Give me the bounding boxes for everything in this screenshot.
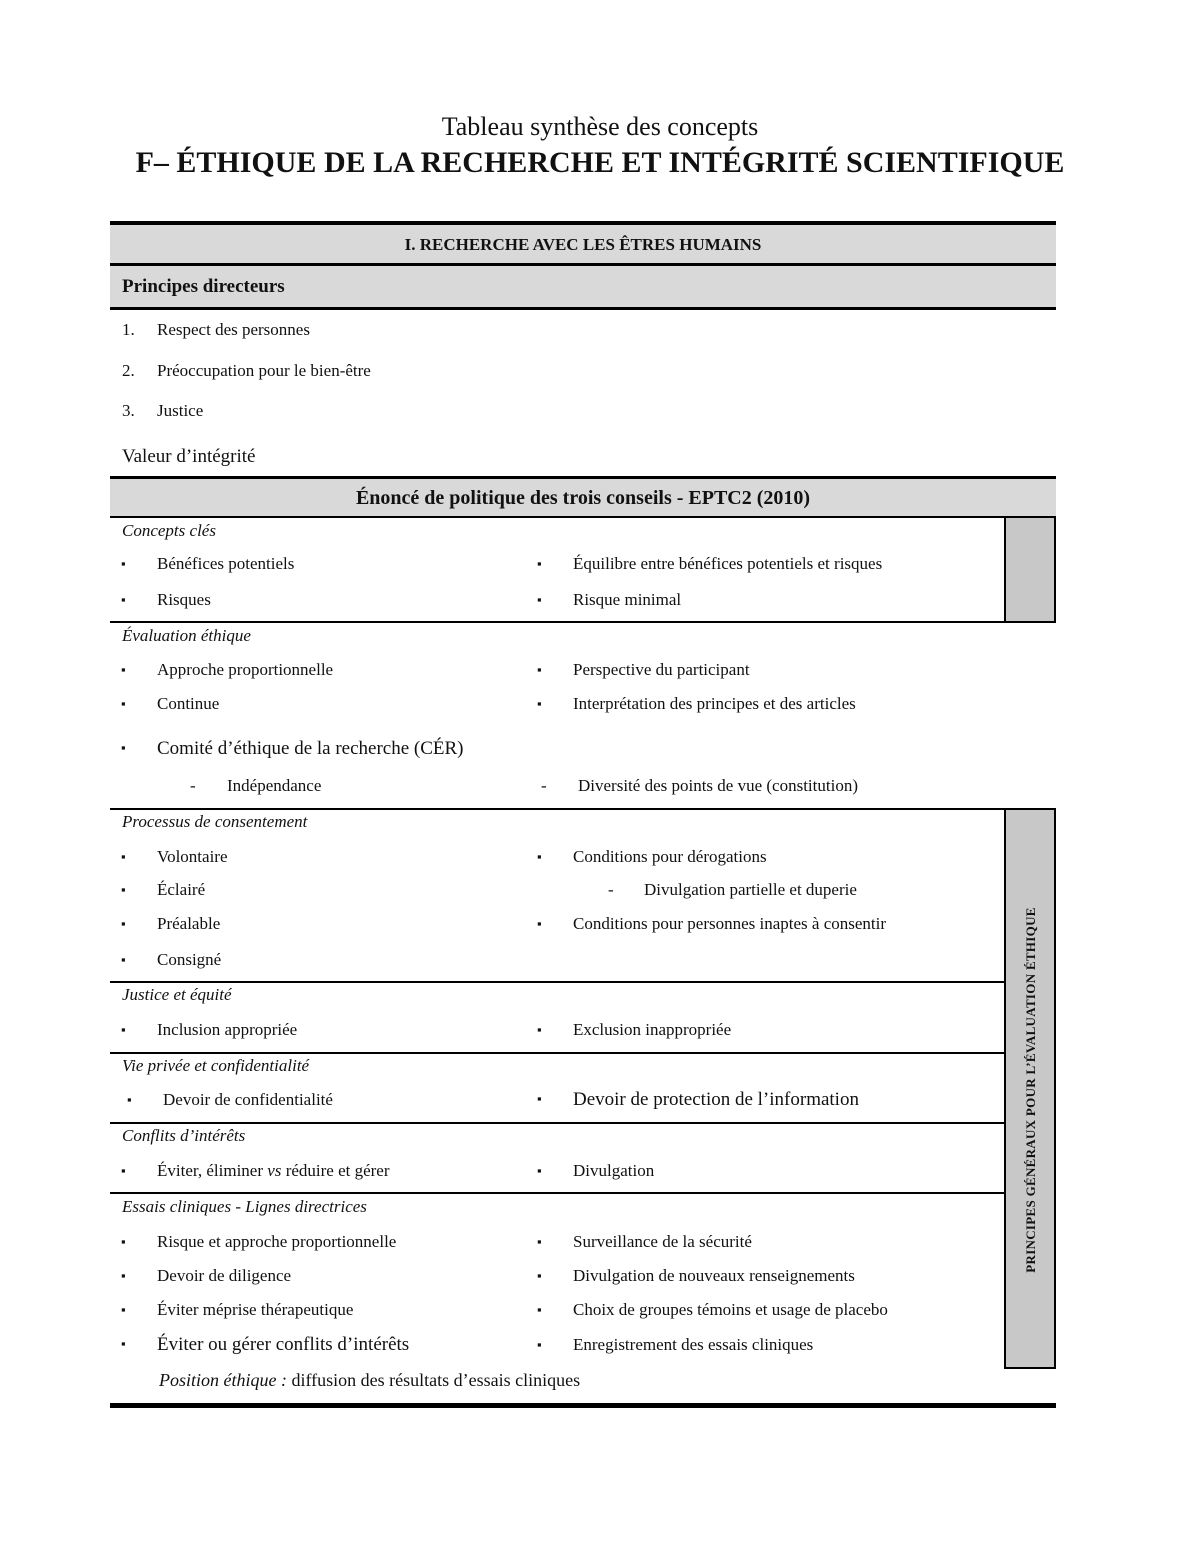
- consent-subitem: Divulgation partielle et duperie: [644, 880, 857, 899]
- conflicts-text: réduire et gérer: [281, 1161, 390, 1180]
- consent-item: ▪ Conditions pour personnes inaptes à consentir: [573, 914, 886, 934]
- document-title: F– ÉTHIQUE DE LA RECHERCHE ET INTÉGRITÉ SCIENTIFIQUE: [135, 146, 1065, 179]
- trials-item: ▪ Risque et approche proportionnelle: [157, 1232, 396, 1252]
- section-heading: I. RECHERCHE AVEC LES ÊTRES HUMAINS: [404, 235, 762, 254]
- evaluation-subitem: Diversité des points de vue (constitution): [578, 776, 858, 795]
- privacy-item: ▪ Devoir de protection de l’information: [573, 1089, 859, 1111]
- evaluation-title: Évaluation éthique: [122, 626, 251, 645]
- dash-marker: -: [190, 776, 196, 795]
- evaluation-item: ▪ Perspective du participant: [573, 660, 750, 680]
- trials-item: ▪ Divulgation de nouveaux renseignements: [573, 1266, 855, 1286]
- bottom-rule: [110, 1403, 1056, 1408]
- privacy-title: Vie privée et confidentialité: [122, 1056, 310, 1075]
- ethical-position-label: Position éthique :: [159, 1370, 287, 1390]
- principles-heading: Principes directeurs: [122, 276, 285, 297]
- divider: [110, 981, 1005, 983]
- trials-title: Essais cliniques - Lignes directrices: [122, 1197, 367, 1216]
- consent-item: ▪ Conditions pour dérogations: [573, 847, 767, 867]
- consent-item: ▪ Volontaire: [157, 847, 228, 867]
- conflicts-vs: vs: [267, 1161, 282, 1180]
- ethical-position-text: diffusion des résultats d’essais cliniques: [286, 1370, 581, 1390]
- eptc-heading-rule: [110, 516, 1056, 518]
- consent-item: ▪ Consigné: [157, 950, 221, 970]
- evaluation-item: ▪ Interprétation des principes et des articles: [573, 694, 856, 714]
- dash-marker: -: [608, 880, 614, 899]
- concept-item: ▪ Équilibre entre bénéfices potentiels et risques: [573, 554, 882, 574]
- trials-item: ▪ Devoir de diligence: [157, 1266, 291, 1286]
- conflicts-title: Conflits d’intérêts: [122, 1126, 246, 1145]
- conflicts-item: [157, 1161, 390, 1181]
- trials-item: ▪ Éviter méprise thérapeutique: [157, 1300, 353, 1320]
- privacy-item: ▪ Devoir de confidentialité: [163, 1090, 333, 1110]
- consent-item: ▪ Éclairé: [157, 880, 205, 900]
- concept-item: ▪ Risque minimal: [573, 590, 681, 610]
- integrity-value: Valeur d’intégrité: [122, 446, 256, 467]
- principle-number: 1.: [122, 320, 135, 339]
- consent-item: ▪ Préalable: [157, 914, 220, 934]
- principles-rule: [110, 307, 1056, 310]
- justice-item: ▪ Inclusion appropriée: [157, 1020, 297, 1040]
- principle-item: Respect des personnes: [157, 320, 310, 339]
- principle-item: Justice: [157, 401, 204, 420]
- divider: [110, 1122, 1005, 1124]
- principle-number: 3.: [122, 401, 135, 420]
- justice-title: Justice et équité: [122, 985, 232, 1004]
- evaluation-item: ▪ Approche proportionnelle: [157, 660, 333, 680]
- trials-item: ▪ Éviter ou gérer conflits d’intérêts: [157, 1334, 409, 1356]
- evaluation-item: ▪ Continue: [157, 694, 219, 714]
- dash-marker: -: [541, 776, 547, 795]
- principle-item: Préoccupation pour le bien-être: [157, 361, 371, 380]
- trials-item: ▪ Enregistrement des essais cliniques: [573, 1335, 813, 1355]
- concept-item: ▪ Risques: [157, 590, 211, 610]
- side-gray-box: [1004, 516, 1056, 623]
- eptc-heading: Énoncé de politique des trois conseils - EPTC2 (2010): [355, 487, 811, 509]
- document-subtitle: Tableau synthèse des concepts: [441, 112, 759, 141]
- divider: [110, 621, 1005, 623]
- conflicts-item: ▪ Divulgation: [573, 1161, 654, 1181]
- side-label: PRINCIPES GÉNÉRAUX POUR L’ÉVALUATION ÉTHIQUE: [1023, 907, 1038, 1273]
- consent-title: Processus de consentement: [122, 812, 308, 831]
- principle-number: 2.: [122, 361, 135, 380]
- divider: [110, 1052, 1005, 1054]
- divider: [110, 808, 1005, 810]
- evaluation-item: ▪ Comité d’éthique de la recherche (CÉR): [157, 738, 464, 760]
- ethical-position: [159, 1370, 580, 1391]
- divider: [110, 1192, 1005, 1194]
- justice-item: ▪ Exclusion inappropriée: [573, 1020, 731, 1040]
- trials-item: ▪ Surveillance de la sécurité: [573, 1232, 752, 1252]
- concepts-title: Concepts clés: [122, 521, 216, 540]
- evaluation-subitem: Indépendance: [227, 776, 322, 795]
- concept-item: ▪ Bénéfices potentiels: [157, 554, 294, 574]
- trials-item: ▪ Choix de groupes témoins et usage de placebo: [573, 1300, 888, 1320]
- conflicts-text: Éviter, éliminer: [157, 1161, 268, 1180]
